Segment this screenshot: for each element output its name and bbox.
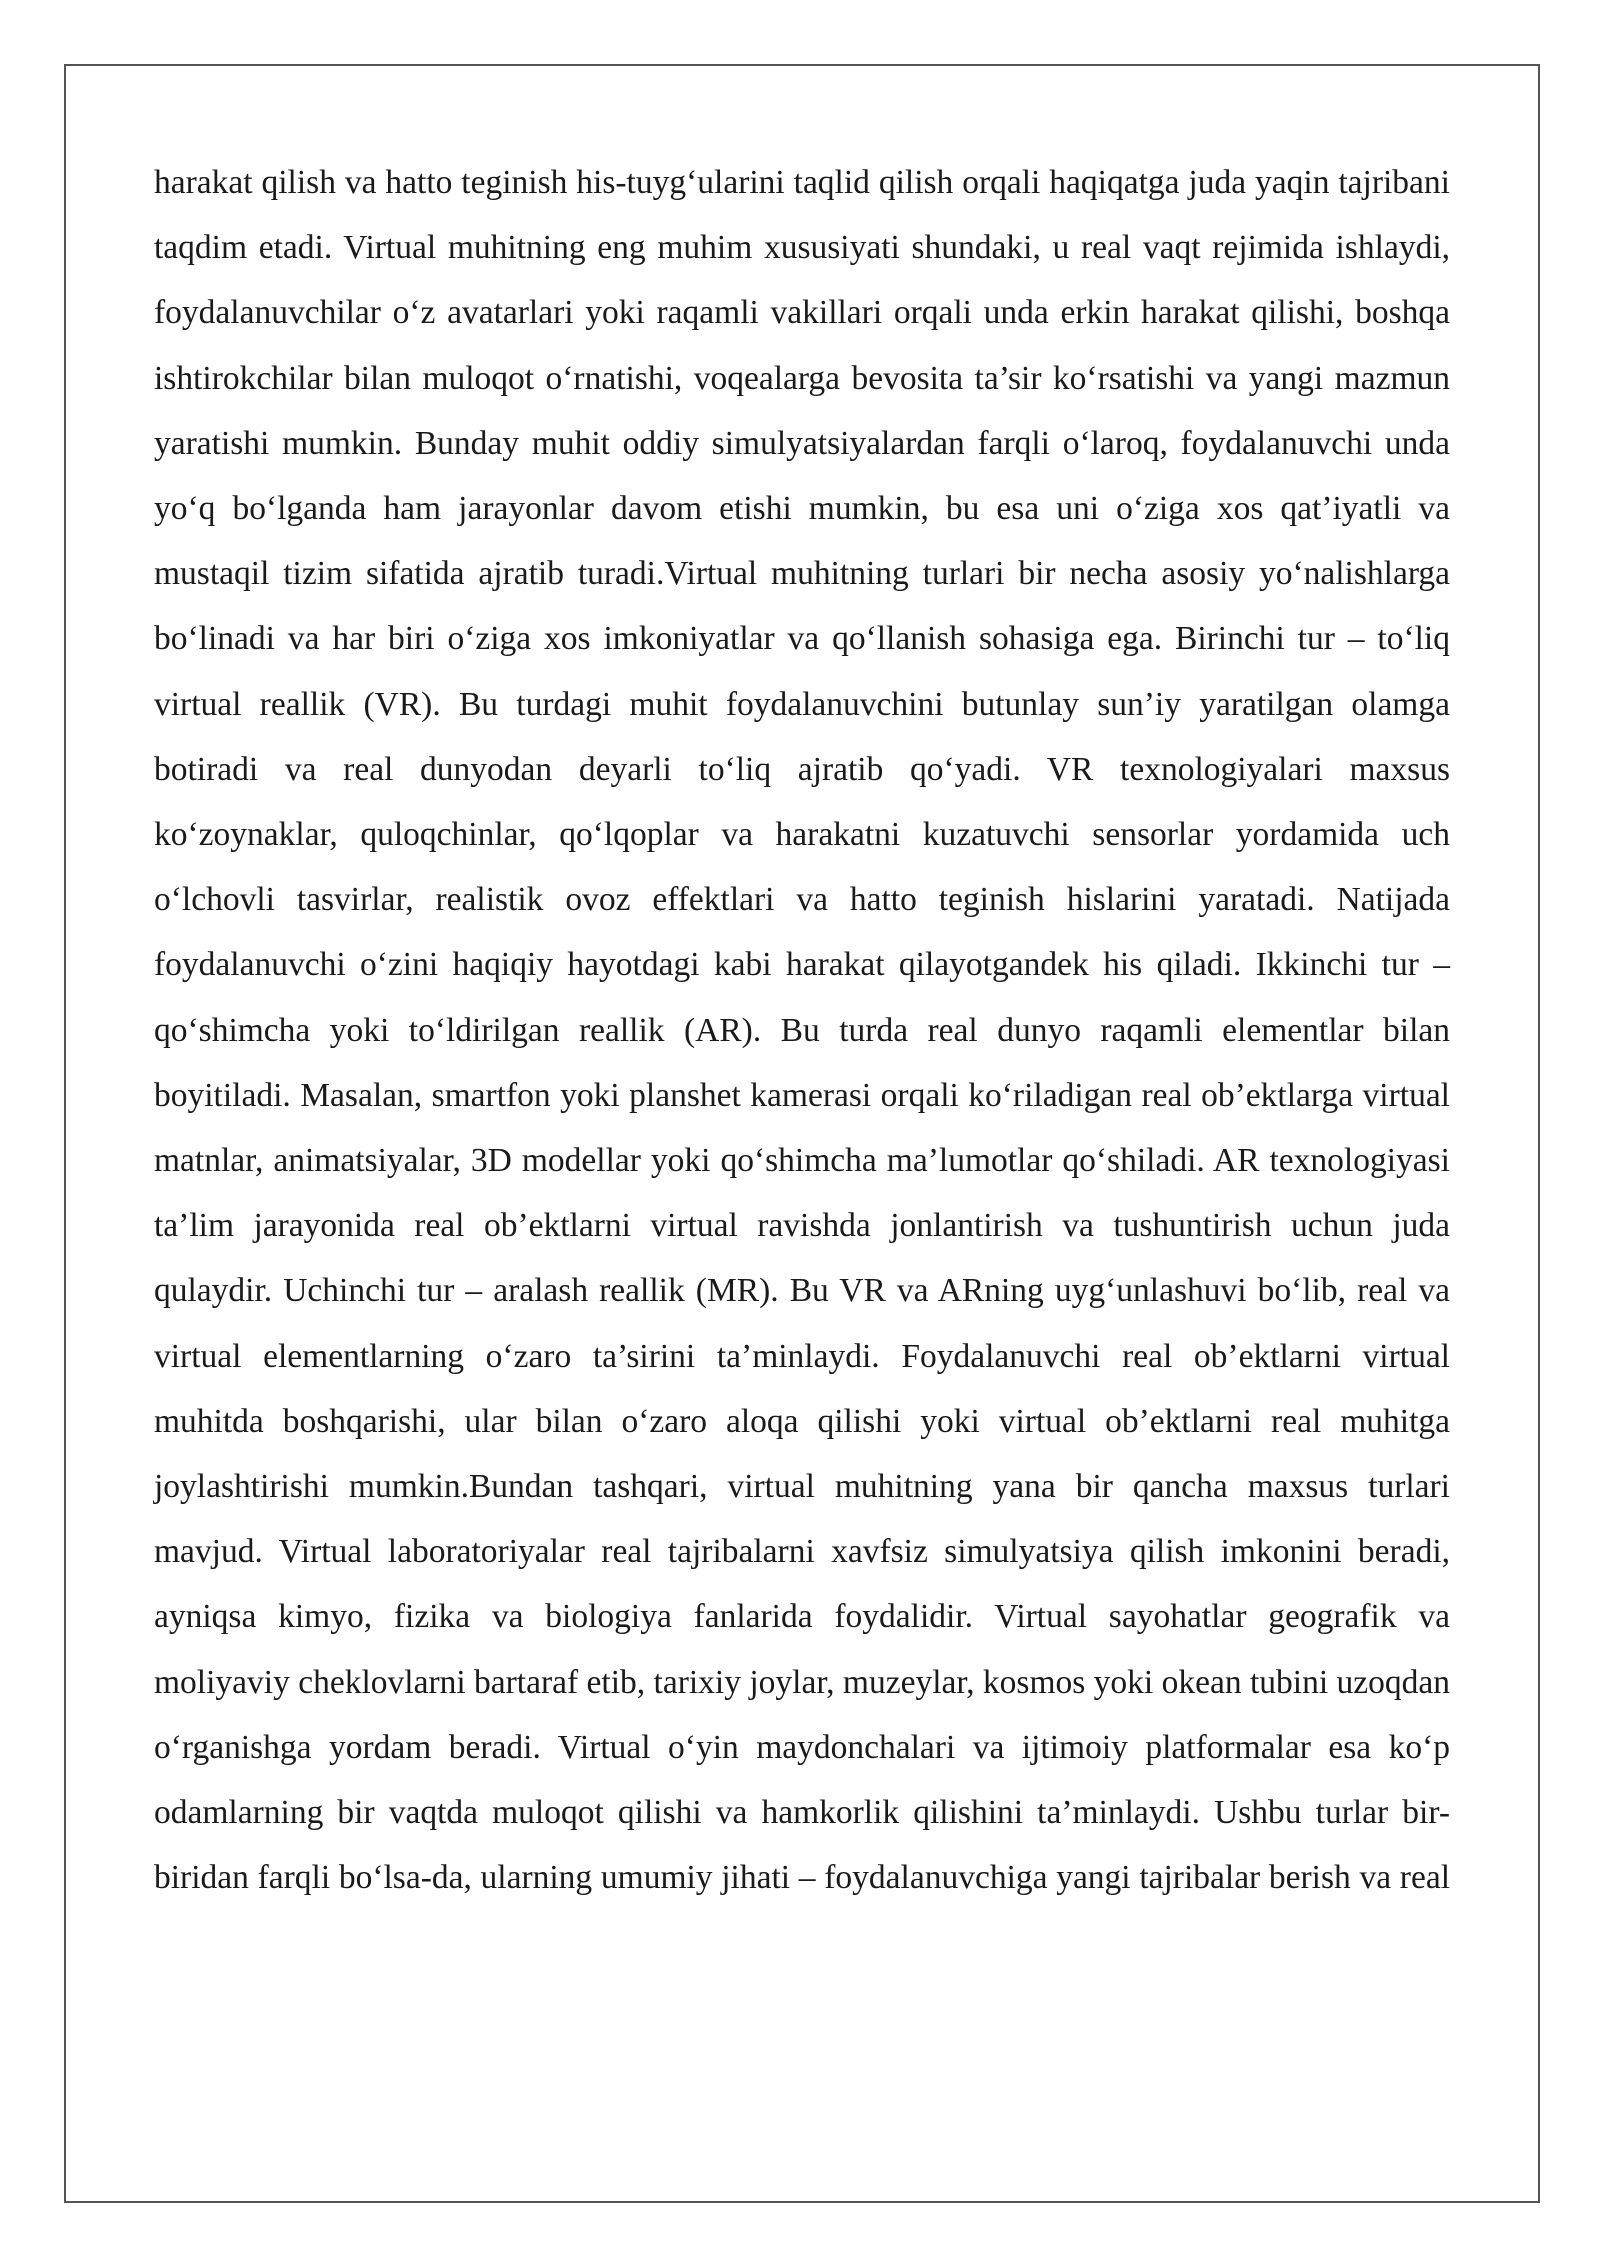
body-paragraph: harakat qilish va hatto teginish his-tuyg‘ularini taqlid qilish orqali haqiqatga juda yaqin tajribani taqdim etadi. Virtual muhitning eng muhim xususiyati shundaki, u real vaqt rejimida ishlaydi, foydalanuvchilar o‘z avatarlari yoki raqamli vakillari orqali unda erkin harakat qilishi, boshqa ishtirokchilar bilan muloqot o‘rnatishi, voqealarga bevosita ta’sir ko‘rsatishi va yangi mazmun yaratishi mumkin. Bunday muhit oddiy simulyatsiyalardan farqli o‘laroq, foydalanuvchi unda yo‘q bo‘lganda ham jarayonlar davom etishi mumkin, bu esa uni o‘ziga xos qat’iyatli va mustaqil tizim sifatida ajratib turadi.Virtual muhitning turlari bir necha asosiy yo‘nalishlarga bo‘linadi va har biri o‘ziga xos imkoniyatlar va qo‘llanish sohasiga ega. Birinchi tur – to‘liq virtual reallik (VR). Bu turdagi muhit foydalanuvchini butunlay sun’iy yaratilgan olamga botiradi va real dunyodan deyarli to‘liq ajratib qo‘yadi. VR texnologiyalari maxsus ko‘zoynaklar, quloqchinlar, qo‘lqoplar va harakatni kuzatuvchi sensorlar yordamida uch o‘lchovli tasvirlar, realistik ovoz effektlari va hatto teginish hislarini yaratadi. Natijada foydalanuvchi o‘zini haqiqiy hayotdagi kabi harakat qilayotgandek his qiladi. Ikkinchi tur – qo‘shimcha yoki to‘ldirilgan reallik (AR). Bu turda real dunyo raqamli elementlar bilan boyitiladi. Masalan, smartfon yoki planshet kamerasi orqali ko‘riladigan real ob’ektlarga virtual matnlar, animatsiyalar, 3D modellar yoki qo‘shimcha ma’lumotlar qo‘shiladi. AR texnologiyasi ta’lim jarayonida real ob’ektlarni virtual ravishda jonlantirish va tushuntirish uchun juda qulaydir. Uchinchi tur – aralash reallik (MR). Bu VR va ARning uyg‘unlashuvi bo‘lib, real va virtual elementlarning o‘zaro ta’sirini ta’minlaydi. Foydalanuvchi real ob’ektlarni virtual muhitda boshqarishi, ular bilan o‘zaro aloqa qilishi yoki virtual ob’ektlarni real muhitga joylashtirishi mumkin.Bundan tashqari, virtual muhitning yana bir qancha maxsus turlari mavjud. Virtual laboratoriyalar real tajribalarni xavfsiz simulyatsiya qilish imkonini beradi, ayniqsa kimyo, fizika va biologiya fanlarida foydalidir. Virtual sayohatlar geografik va moliyaviy cheklovlarni bartaraf etib, tarixiy joylar, muzeylar, kosmos yoki okean tubini uzoqdan o‘rganishga yordam beradi. Virtual o‘yin maydonchalari va ijtimoiy platformalar esa ko‘p odamlarning bir vaqtda muloqot qilishi va hamkorlik qilishini ta’minlaydi. Ushbu turlar bir-biridan farqli bo‘lsa-da, ularning umumiy jihati – foydalanuvchiga yangi tajribalar berish va real <box>154 164 1451 1897</box>
